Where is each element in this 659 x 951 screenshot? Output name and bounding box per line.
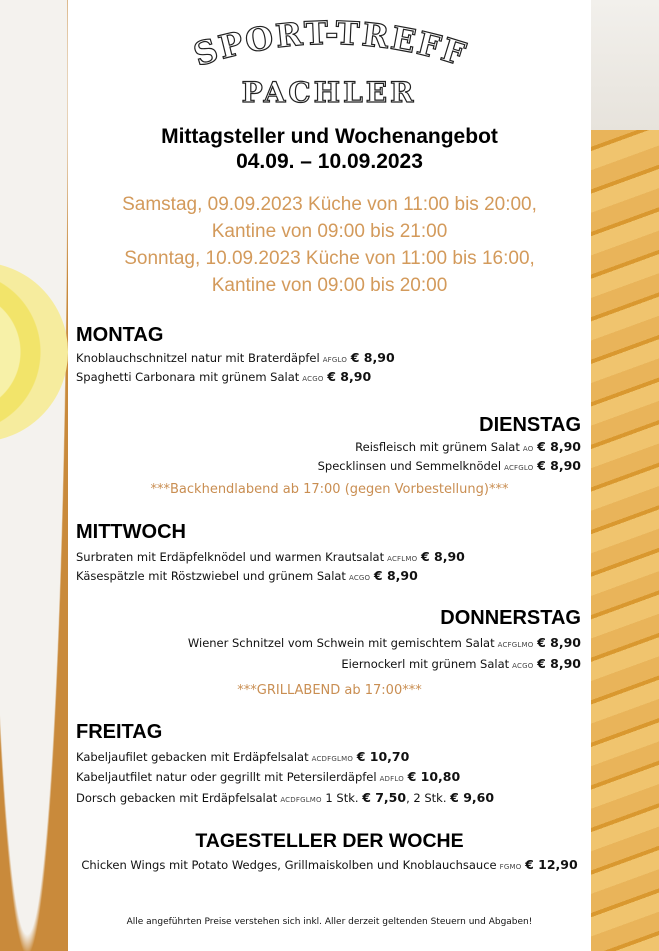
dish-name: Eiernockerl mit grünem Salat <box>341 657 510 671</box>
menu-item <box>76 790 494 808</box>
headline <box>68 124 591 174</box>
dish-name: Käsespätzle mit Röstzwiebel und grünem Salat <box>76 569 346 583</box>
logo <box>68 18 591 108</box>
menu-item <box>188 635 581 653</box>
dish-price: € 12,90 <box>525 857 578 872</box>
dish-name: Chicken Wings mit Potato Wedges, Grillmaiskolben und Knoblauchsauce <box>81 858 497 872</box>
dish-name: Reisfleisch mit grünem Salat <box>355 440 520 454</box>
price-footnote: Alle angeführten Preise verstehen sich inkl. Aller derzeit geltenden Steuern und Abgaben! <box>126 917 533 927</box>
dish-name: Knoblauchschnitzel natur mit Braterdäpfel <box>76 351 320 365</box>
logo-line1: SPORT-TREFF <box>189 18 472 74</box>
fries-photo-right <box>591 0 659 951</box>
portion-label: , 2 Stk. <box>406 791 447 805</box>
allergen-codes: AO <box>522 445 534 453</box>
allergen-codes: ACFLMO <box>387 555 418 563</box>
allergen-codes: ACGO <box>302 375 324 383</box>
allergen-codes: ACGO <box>348 574 371 582</box>
dish-price: € 9,60 <box>450 790 495 805</box>
logo-svg <box>68 18 591 108</box>
dish-name: Surbraten mit Erdäpfelknödel und warmen Krautsalat <box>76 550 385 564</box>
allergen-codes: ACDFGLMO <box>280 796 322 804</box>
day-heading-mittwoch: MITTWOCH <box>76 521 186 543</box>
menu-panel <box>68 0 591 951</box>
menu-item <box>76 568 418 586</box>
dish-name: Spaghetti Carbonara mit grünem Salat <box>76 370 300 384</box>
weekly-dish-heading: TAGESTELLER DER WOCHE <box>195 830 464 852</box>
dish-price: € 8,90 <box>350 350 395 365</box>
allergen-codes: AFGLO <box>322 356 348 364</box>
special-offer: ***Backhendlabend ab 17:00 (gegen Vorbestellung)*** <box>150 482 509 497</box>
dish-name: Kabeljaufilet gebacken mit Erdäpfelsalat <box>76 750 309 764</box>
dish-price: € 8,90 <box>537 635 581 650</box>
menu-item <box>76 350 395 368</box>
menu-item <box>76 549 465 567</box>
portion-label: 1 Stk. <box>325 791 359 805</box>
special-offer: ***GRILLABEND ab 17:00*** <box>237 683 422 698</box>
menu-item <box>76 369 371 387</box>
dish-name: Specklinsen und Semmelknödel <box>317 459 502 473</box>
allergen-codes: ACFGLMO <box>497 641 534 649</box>
dish-price: € 8,90 <box>537 439 581 454</box>
dish-price: € 7,50 <box>362 790 407 805</box>
allergen-codes: ACGO <box>512 662 534 670</box>
schnitzel-photo-left <box>0 0 68 951</box>
allergen-codes: ACFGLO <box>504 464 534 472</box>
day-heading-montag: MONTAG <box>76 324 164 346</box>
hours-line: Samstag, 09.09.2023 Küche von 11:00 bis 20:00, <box>122 194 537 215</box>
dish-price: € 8,90 <box>537 458 581 473</box>
dish-price: € 10,70 <box>356 749 410 764</box>
allergen-codes: ADFLO <box>379 775 404 783</box>
dish-name: Dorsch gebacken mit Erdäpfelsalat <box>76 791 278 805</box>
dish-price: € 8,90 <box>373 568 418 583</box>
allergen-codes: FGMO <box>499 863 522 871</box>
menu-item <box>76 769 460 787</box>
logo-line2: PACHLER <box>241 76 417 108</box>
allergen-codes: ACDFGLMO <box>311 755 354 763</box>
dish-price: € 10,80 <box>407 769 461 784</box>
dish-price: € 8,90 <box>537 656 581 671</box>
dish-name: Wiener Schnitzel vom Schwein mit gemischtem Salat <box>187 636 495 650</box>
dish-price: € 8,90 <box>420 549 465 564</box>
day-heading-dienstag: DIENSTAG <box>479 414 581 436</box>
menu-item <box>355 439 581 457</box>
hours-line: Kantine von 09:00 bis 21:00 <box>211 221 448 242</box>
menu-item <box>341 656 581 674</box>
day-heading-donnerstag: DONNERSTAG <box>440 607 581 629</box>
dish-price: € 8,90 <box>327 369 372 384</box>
hours-line: Sonntag, 10.09.2023 Küche von 11:00 bis 16:00, <box>124 248 535 269</box>
menu-item <box>76 749 409 767</box>
opening-hours <box>68 191 591 299</box>
weekly-dish <box>68 857 591 875</box>
headline-dates: 04.09. – 10.09.2023 <box>236 150 423 173</box>
lemon-slice <box>0 262 68 442</box>
menu-item <box>318 458 581 476</box>
headline-title: Mittagsteller und Wochenangebot <box>161 125 498 148</box>
dish-name: Kabeljautfilet natur oder gegrillt mit Petersilerdäpfel <box>76 770 377 784</box>
hours-line: Kantine von 09:00 bis 20:00 <box>211 275 448 296</box>
day-heading-freitag: FREITAG <box>76 721 163 743</box>
